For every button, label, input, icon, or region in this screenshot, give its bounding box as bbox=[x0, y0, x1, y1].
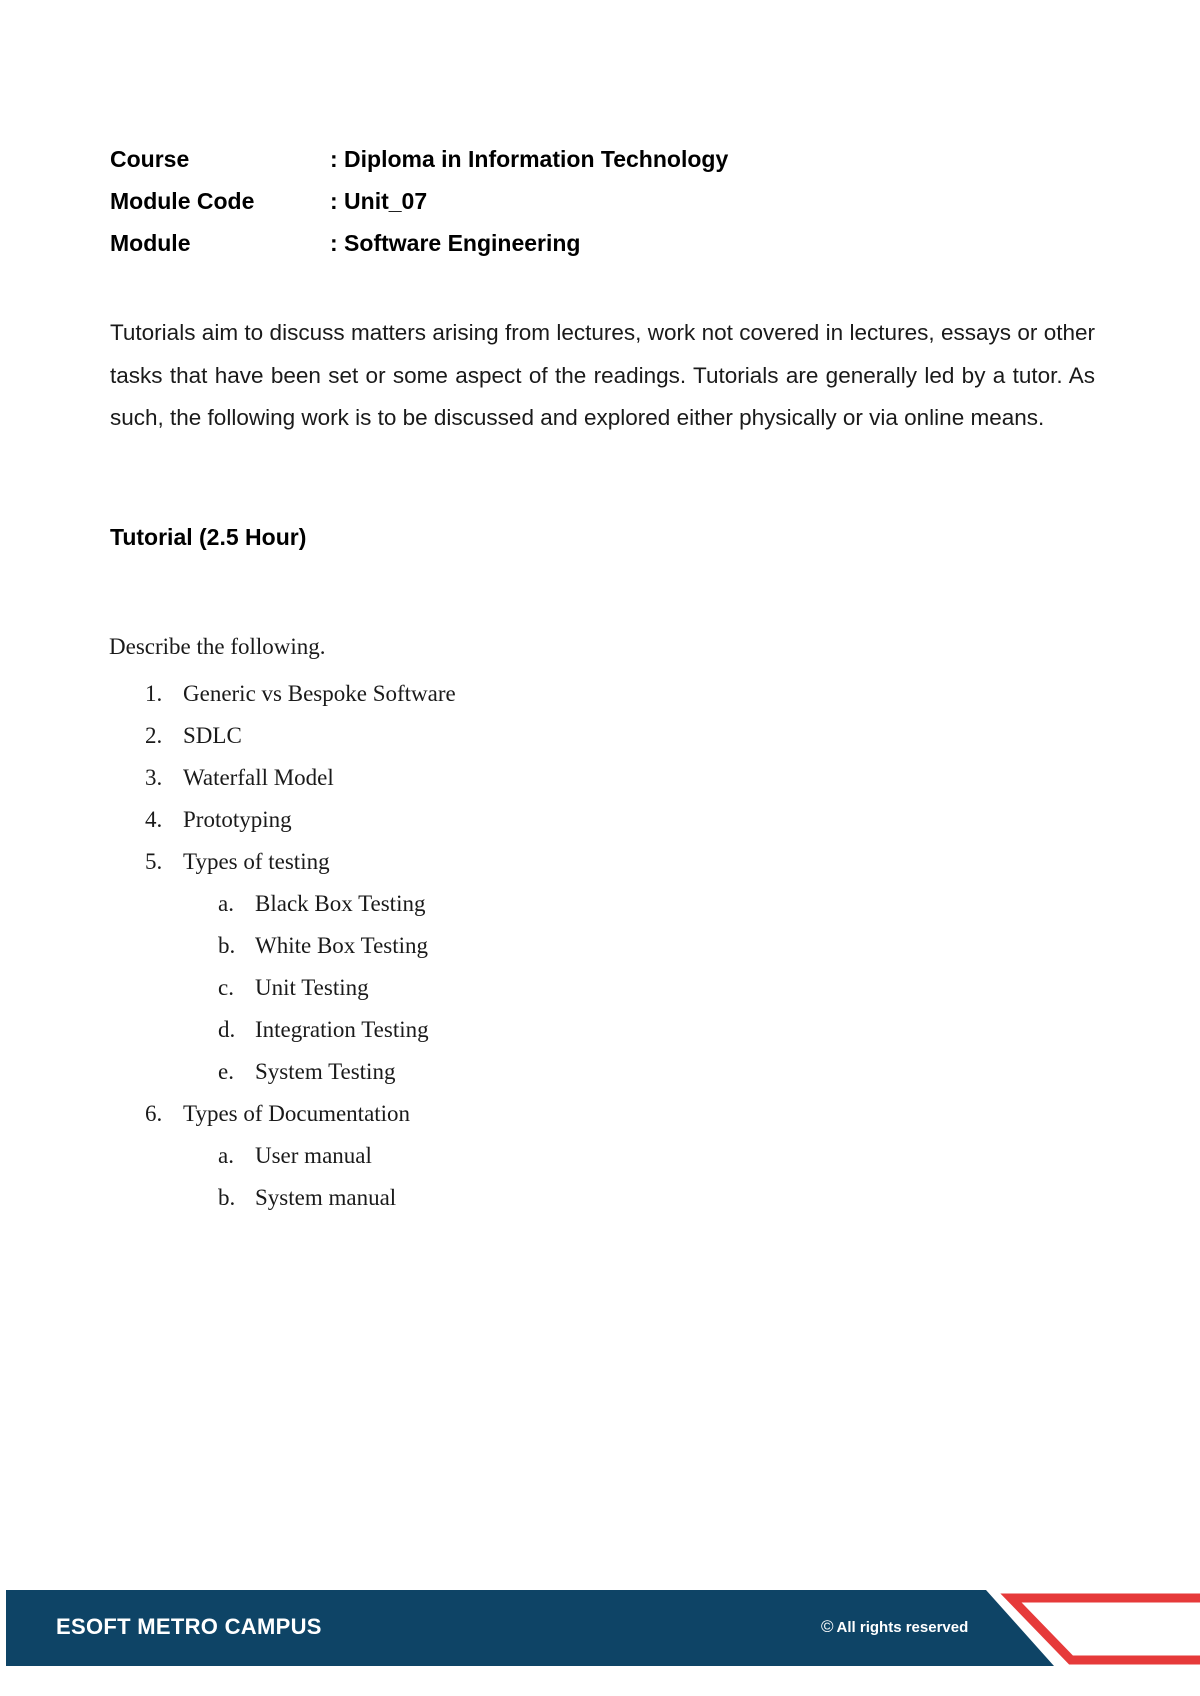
list-item-number: 1. bbox=[145, 681, 163, 706]
sub-list-item-text: System Testing bbox=[255, 1059, 396, 1084]
sub-list-item-text: System manual bbox=[255, 1185, 397, 1210]
module-code-label: Module Code bbox=[110, 188, 255, 214]
sub-list-item-letter: d. bbox=[218, 1017, 236, 1042]
list-item-text: Generic vs Bespoke Software bbox=[183, 681, 456, 706]
sub-list-item-letter: c. bbox=[218, 975, 234, 1000]
intro-paragraph: Tutorials aim to discuss matters arising from lectures, work not covered in lectures, essays or other tasks that have been set or some aspect of the readings. Tutorials are generally led by a tutor. As such, the following work is to be discussed and explored either physically or via online means. bbox=[110, 320, 1095, 430]
footer-rights bbox=[821, 1614, 968, 1641]
module-label: Module bbox=[110, 230, 191, 256]
list-item-text: Prototyping bbox=[183, 807, 292, 832]
sub-list-item-text: White Box Testing bbox=[255, 933, 429, 958]
tutorial-heading: Tutorial (2.5 Hour) bbox=[110, 524, 307, 550]
list-item-number: 4. bbox=[145, 807, 163, 832]
sub-list-item-letter: e. bbox=[218, 1059, 234, 1084]
footer-banner bbox=[6, 1590, 1200, 1666]
sub-list-item-text: User manual bbox=[255, 1143, 372, 1168]
tutorial-instruction: Describe the following. bbox=[109, 634, 326, 659]
list-item-text: SDLC bbox=[183, 723, 242, 748]
list-item-text: Waterfall Model bbox=[183, 765, 334, 790]
sub-list-item-letter: a. bbox=[218, 1143, 234, 1168]
module-value: : Software Engineering bbox=[330, 230, 581, 256]
list-item-text: Types of testing bbox=[183, 849, 330, 874]
list-item-text: Types of Documentation bbox=[183, 1101, 411, 1126]
sub-list-item-text: Integration Testing bbox=[255, 1017, 429, 1042]
course-value: : Diploma in Information Technology bbox=[330, 146, 729, 172]
footer-rights-text: All rights reserved bbox=[836, 1619, 969, 1636]
list-item-number: 6. bbox=[145, 1101, 163, 1126]
footer-brand-logo: ESOFT METRO CAMPUS bbox=[56, 1614, 322, 1639]
sub-list-item-text: Black Box Testing bbox=[255, 891, 426, 916]
course-label: Course bbox=[110, 146, 190, 172]
sub-list-item-letter: b. bbox=[218, 933, 236, 958]
sub-list-item-letter: a. bbox=[218, 891, 234, 916]
copyright-icon: © bbox=[821, 1617, 834, 1636]
list-item-number: 5. bbox=[145, 849, 163, 874]
list-item-number: 2. bbox=[145, 723, 163, 748]
sub-list-item-text: Unit Testing bbox=[255, 975, 369, 1000]
list-item-number: 3. bbox=[145, 765, 163, 790]
sub-list-item-letter: b. bbox=[218, 1185, 236, 1210]
module-code-value: : Unit_07 bbox=[330, 188, 428, 214]
